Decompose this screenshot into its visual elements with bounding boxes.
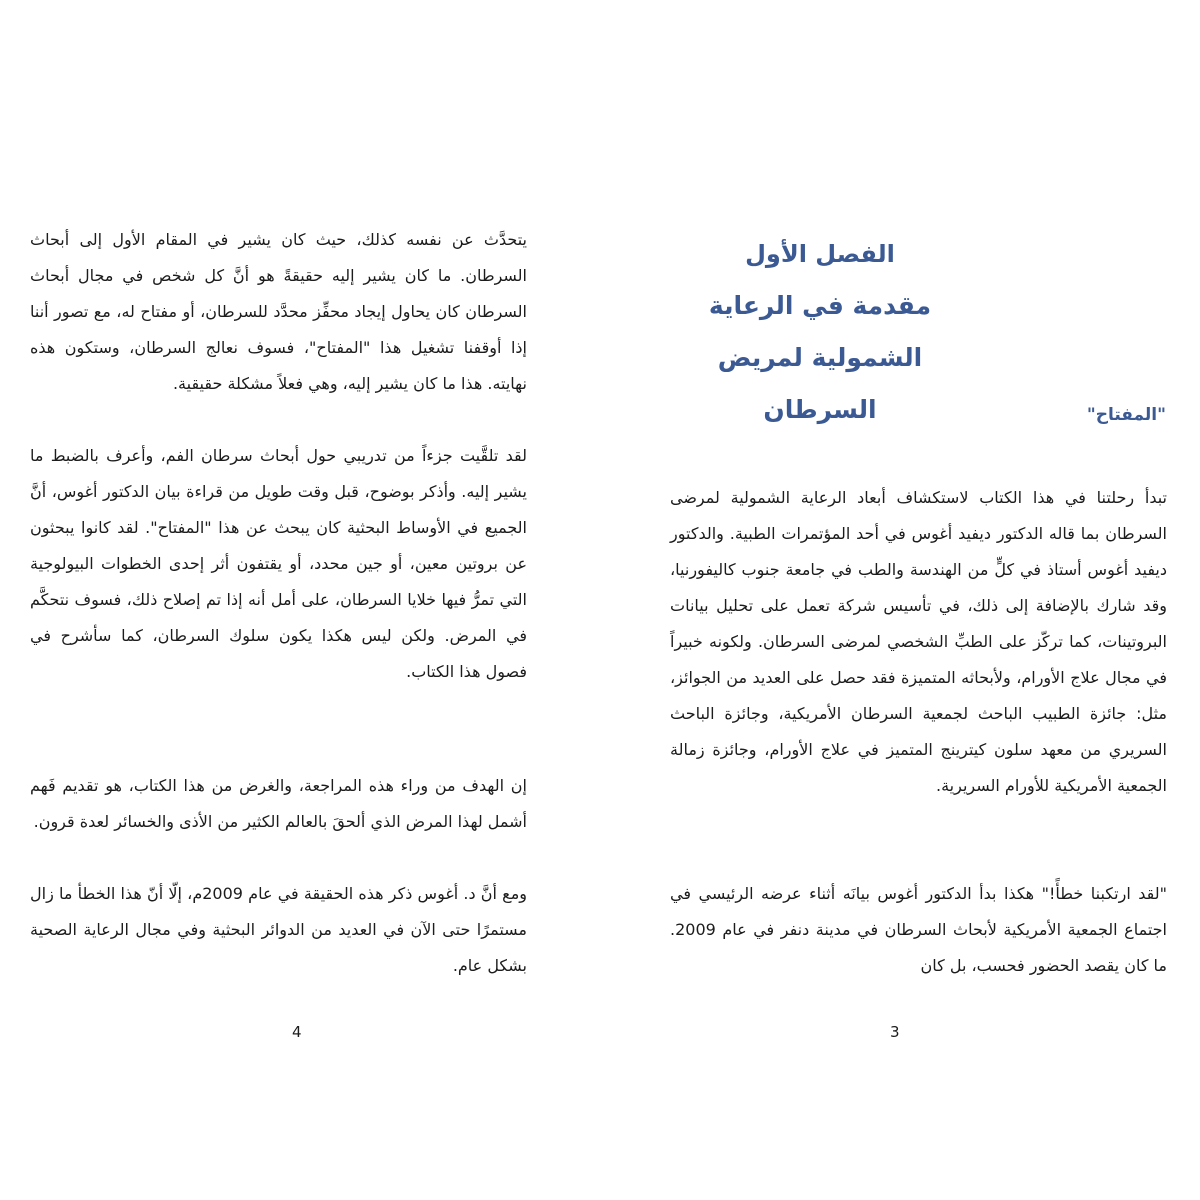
paragraph [670,480,1167,804]
paragraph-text: لقد تلقَّيت جزءاً من تدريبي حول أبحاث سرطان الفم، وأعرف بالضبط ما يشير إليه. وأذكر بوضوح، قبل وقت طويل من قراءة بيان الدكتور أغوس، أنَّ الجميع في الأوساط البحثية كان يبحث عن هذا "المفتاح". لقد كانوا يبحثون عن بروتين معين، أو جين محدد، أو يقتفون أثر إحدى الخطوات البيولوجية التي تمرُّ فيها خلايا السرطان، على أمل أنه إذا تم إصلاح ذلك، فسوف نتحكَّم في المرض. ولكن ليس هكذا يكون سلوك السرطان، كما سأشرح في فصول هذا الكتاب. [30,446,527,681]
paragraph [30,876,527,984]
paragraph [30,438,527,690]
page-number: 3 [890,1023,900,1041]
paragraph-text: يتحدَّث عن نفسه كذلك، حيث كان يشير في المقام الأول إلى أبحاث السرطان. ما كان يشير إليه حقيقةً هو أنَّ كل شخص في مجال أبحاث السرطان كان يحاول إيجاد محفِّز محدَّد للسرطان، أو مفتاح له، مع تصور أننا إذا أوقفنا تشغيل هذا "المفتاح"، فسوف نعالج السرطان، وستكون هذه نهايته. هذا ما كان يشير إليه، وهي فعلاً مشكلة حقيقية. [30,230,527,393]
chapter-number: الفصل الأول [745,240,895,268]
paragraph-text: تبدأ رحلتنا في هذا الكتاب لاستكشاف أبعاد الرعاية الشمولية لمرضى السرطان بما قاله الدكتور ديفيد أغوس في أحد المؤتمرات الطبية. والدكتور ديفيد أغوس أستاذ في كلٍّ من الهندسة والطب في جامعة جنوب كاليفورنيا، وقد شارك بالإضافة إلى ذلك، في تأسيس شركة تعمل على تحليل بيانات البروتينات، كما تركّز على الطبِّ الشخصي لمرضى السرطان. ولكونه خبيراً في مجال علاج الأورام، ولأبحاثه المتميزة فقد حصل على العديد من الجوائز، مثل: جائزة الطبيب الباحث لجمعية السرطان الأمريكية، وجائزة الباحث السريري من معهد سلون كيترينج المتميز في علاج الأورام، وجائزة زمالة الجمعية الأمريكية للأورام السريرية. [670,488,1167,795]
paragraph-text: إن الهدف من وراء هذه المراجعة، والغرض من هذا الكتاب، هو تقديم فَهم أشمل لهذا المرض الذي ألحقَ بالعالم الكثير من الأذى والخسائر لعدة قرون. [30,776,527,831]
section-subtitle: "المفتاح" [1086,405,1166,425]
paragraph-text: ومع أنَّ د. أغوس ذكر هذه الحقيقة في عام 2009م، إلّا أنّ هذا الخطأ ما زال مستمرًا حتى الآن في العديد من الدوائر البحثية وفي مجال الرعاية الصحية بشكل عام. [30,884,527,975]
page-number: 4 [292,1023,302,1041]
paragraph [670,876,1167,984]
chapter-name: مقدمة في الرعاية الشمولية لمريض السرطان [708,291,932,424]
right-page [640,0,1200,1200]
paragraph-text: "لقد ارتكبنا خطأً!" هكذا بدأ الدكتور أغوس بيانَه أثناء عرضه الرئيسي في اجتماع الجمعية الأمريكية لأبحاث السرطان في مدينة دنفر في عام 2009. ما كان يقصد الحضور فحسب، بل كان [670,884,1167,975]
paragraph [30,768,527,840]
paragraph [30,222,527,402]
